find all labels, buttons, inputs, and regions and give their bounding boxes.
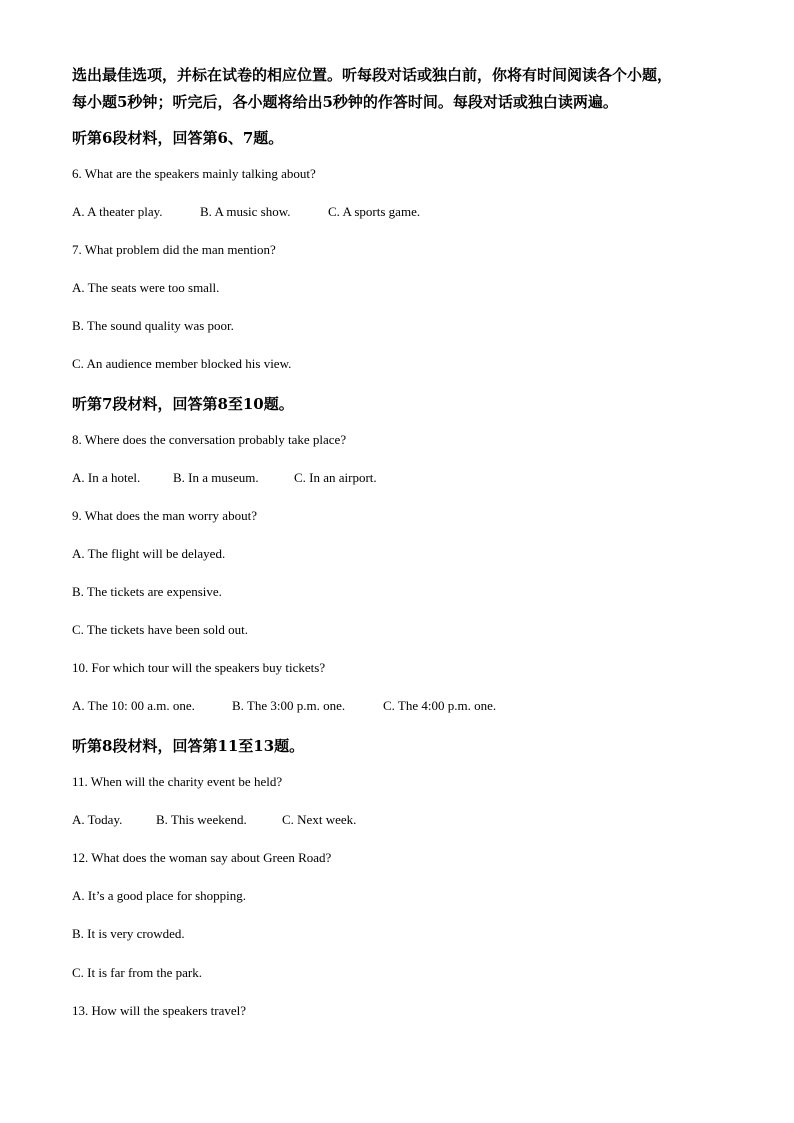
question-8-options <box>72 470 377 486</box>
option-c: C. A sports game. <box>328 204 421 219</box>
question-9-option-c: C. The tickets have been sold out. <box>72 622 248 637</box>
option-b: B. A music show. <box>200 204 291 219</box>
section-heading-7: 听第7段材料，回答第8至10题。 <box>72 395 294 413</box>
question-8: 8. Where does the conversation probably take place? <box>72 432 347 447</box>
option-b: B. The 3:00 p.m. one. <box>232 698 346 713</box>
question-7-option-c: C. An audience member blocked his view. <box>72 356 292 371</box>
question-9-option-a: A. The flight will be delayed. <box>72 546 226 561</box>
question-11: 11. When will the charity event be held? <box>72 774 283 789</box>
question-12: 12. What does the woman say about Green Road? <box>72 850 332 865</box>
question-9-option-b: B. The tickets are expensive. <box>72 584 222 599</box>
question-13: 13. How will the speakers travel? <box>72 1003 247 1018</box>
question-7-option-a: A. The seats were too small. <box>72 280 220 295</box>
option-a: A. A theater play. <box>72 204 163 219</box>
option-b: B. In a museum. <box>173 470 259 485</box>
question-11-options <box>72 812 356 828</box>
option-b: B. This weekend. <box>156 812 247 827</box>
question-7: 7. What problem did the man mention? <box>72 242 276 257</box>
option-c: C. The 4:00 p.m. one. <box>383 698 497 713</box>
question-12-option-a: A. It’s a good place for shopping. <box>72 888 247 903</box>
option-a: A. The 10: 00 a.m. one. <box>72 698 195 713</box>
instruction-line-1: 选出最佳选项，并标在试卷的相应位置。听每段对话或独白前，你将有时间阅读各个小题， <box>72 66 673 84</box>
section-heading-8: 听第8段材料，回答第11至13题。 <box>72 737 305 755</box>
question-12-option-c: C. It is far from the park. <box>72 965 202 980</box>
option-c: C. In an airport. <box>294 470 377 485</box>
option-c: C. Next week. <box>282 812 357 827</box>
question-10: 10. For which tour will the speakers buy tickets? <box>72 660 326 675</box>
question-12-option-b: B. It is very crowded. <box>72 926 185 941</box>
question-7-option-b: B. The sound quality was poor. <box>72 318 234 333</box>
question-9: 9. What does the man worry about? <box>72 508 257 523</box>
option-a: A. In a hotel. <box>72 470 141 485</box>
instruction-line-2: 每小题5秒钟；听完后，各小题将给出5秒钟的作答时间。每段对话或独白读两遍。 <box>72 93 618 111</box>
question-6-options <box>72 204 420 220</box>
section-heading-6: 听第6段材料，回答第6、7题。 <box>72 129 284 147</box>
question-10-options <box>72 698 496 714</box>
option-a: A. Today. <box>72 812 123 827</box>
question-6: 6. What are the speakers mainly talking about? <box>72 166 316 181</box>
